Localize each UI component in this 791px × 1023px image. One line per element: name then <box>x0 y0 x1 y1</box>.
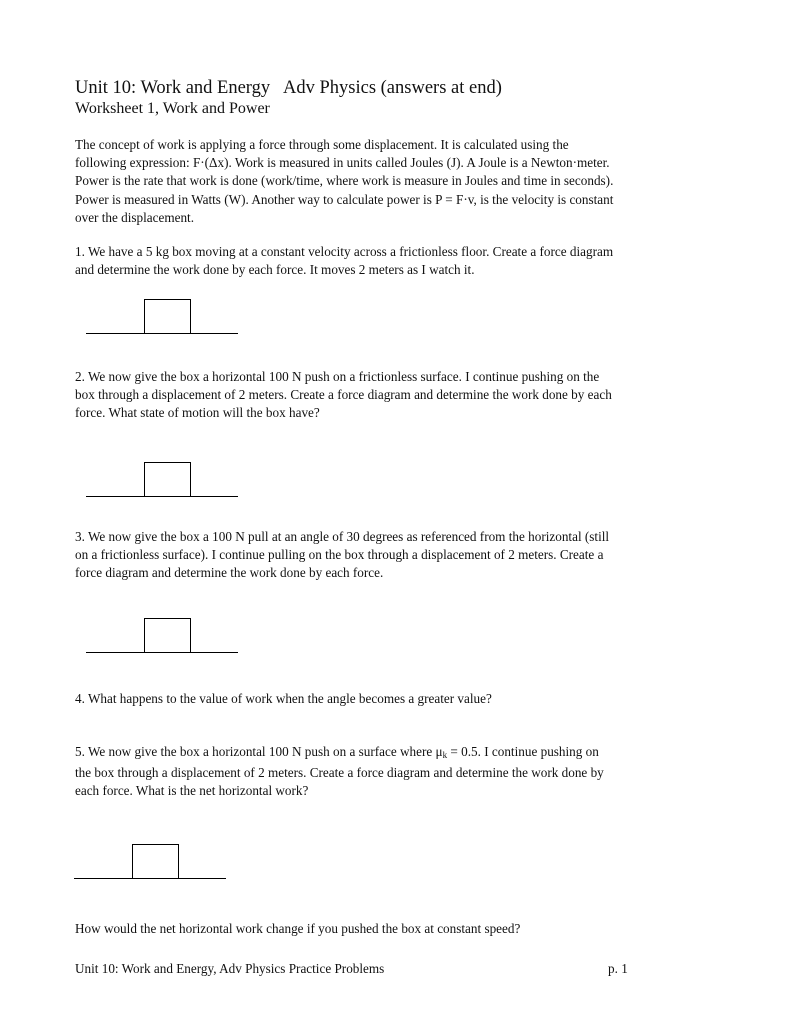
box-diagram-3 <box>86 618 238 654</box>
box-shape <box>144 618 191 653</box>
page-title: Unit 10: Work and Energy Adv Physics (answers at end) <box>75 78 502 98</box>
box-shape <box>144 462 191 497</box>
question-5 <box>75 743 725 801</box>
question-line: 1. We have a 5 kg box moving at a constant velocity across a frictionless floor. Create a force diagram <box>75 244 614 259</box>
intro-line: Power is measured in Watts (W). Another way to calculate power is P = F·v, is the velocity is constant <box>75 191 614 207</box>
question-line: force. What state of motion will the box have? <box>75 405 320 421</box>
box-diagram-5 <box>74 844 226 880</box>
box-diagram-1 <box>86 299 238 335</box>
footer-title: Unit 10: Work and Energy, Adv Physics Practice Problems <box>75 961 385 976</box>
question-line: on a frictionless surface). I continue pulling on the box through a displacement of 2 meters. Create a <box>75 547 604 563</box>
intro-line: Power is the rate that work is done (work/time, where work is measure in Joules and time in seconds). <box>75 173 614 189</box>
intro-line: over the displacement. <box>75 209 195 225</box>
question-4 <box>75 690 725 708</box>
question-text: 5. We now give the box a horizontal 100 N push on a surface where μ <box>75 744 443 759</box>
intro-line: The concept of work is applying a force through some displacement. It is calculated using the <box>75 137 569 152</box>
question-line: and determine the work done by each force. It moves 2 meters as I watch it. <box>75 262 475 278</box>
question-3 <box>75 528 725 583</box>
question-line: 2. We now give the box a horizontal 100 N push on a frictionless surface. I continue pushing on the <box>75 369 600 384</box>
box-shape <box>132 844 179 879</box>
question-line: the box through a displacement of 2 meters. Create a force diagram and determine the work done by <box>75 765 604 781</box>
question-line: 3. We now give the box a 100 N pull at an angle of 30 degrees as referenced from the horizontal (still <box>75 529 610 544</box>
mu-subscript: k <box>442 750 448 760</box>
question-line: How would the net horizontal work change if you pushed the box at constant speed? <box>75 921 521 936</box>
question-line: 4. What happens to the value of work when the angle becomes a greater value? <box>75 691 492 706</box>
question-line: force diagram and determine the work done by each force. <box>75 565 384 581</box>
question-line: each force. What is the net horizontal work? <box>75 783 309 799</box>
intro-line: following expression: F·(Δx). Work is measured in units called Joules (J). A Joule is a Newton·meter. <box>75 155 610 171</box>
followup-question <box>75 920 725 938</box>
question-1 <box>75 243 725 279</box>
worksheet-subtitle: Worksheet 1, Work and Power <box>75 100 270 117</box>
question-line <box>75 743 725 764</box>
page-footer <box>75 960 675 978</box>
box-shape <box>144 299 191 334</box>
question-2 <box>75 368 725 423</box>
box-diagram-2 <box>86 462 238 498</box>
intro-paragraph <box>75 136 725 227</box>
question-text: = 0.5. I continue pushing on <box>447 744 599 759</box>
question-line: box through a displacement of 2 meters. Create a force diagram and determine the work done by each <box>75 387 612 403</box>
page-number: p. 1 <box>608 961 628 976</box>
